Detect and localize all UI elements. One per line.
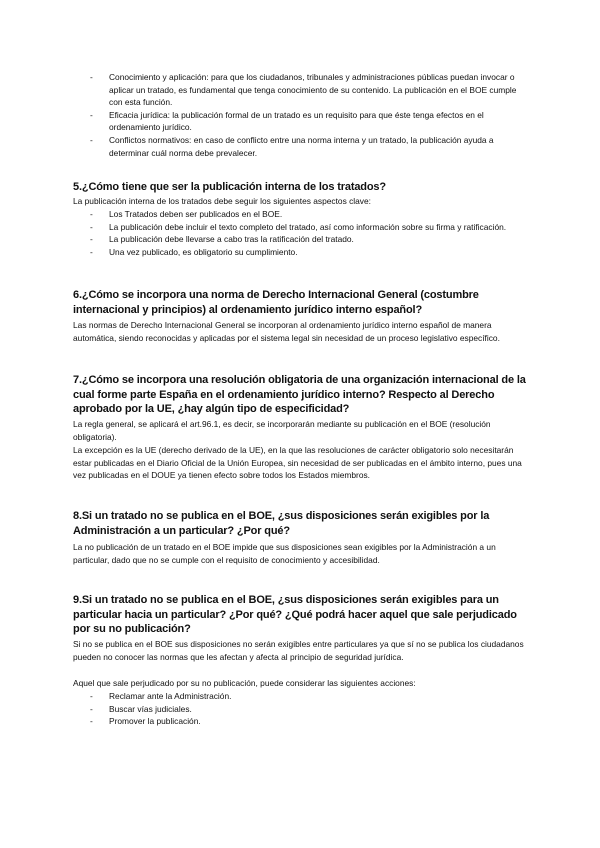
list-item: - Una vez publicado, es obligatorio su cumplimiento.	[90, 246, 298, 257]
question-9-answer-1: Si no se publica en el BOE sus disposiciones no serán exigibles entre particulares ya que sí no se publica los ciudadanos pueden no conocer las normas que les afectan y afecta al principio de seguridad jurídica.	[73, 639, 524, 662]
question-5-list	[0, 208, 600, 258]
question-9-heading: 9.Si un tratado no se publica en el BOE, ¿sus disposiciones serán exigibles para un particular hacia un particular? ¿Por qué? ¿Qué podrá hacer aquel que sale perjudicado por su no publicación?	[73, 594, 517, 636]
question-8-answer: La no publicación de un tratado en el BOE impide que sus disposiciones sean exigibles por la Administración a un particular, dado que no se cumple con el requisito de conocimiento y accesibilidad.	[73, 542, 496, 565]
list-item: - Los Tratados deben ser publicados en el BOE.	[90, 209, 283, 219]
list-item: - La publicación debe llevarse a cabo tras la ratificación del tratado.	[90, 234, 354, 245]
list-item: - Promover la publicación.	[90, 716, 201, 727]
question-5-intro: La publicación interna de los tratados debe seguir los siguientes aspectos clave:	[73, 196, 371, 206]
list-item: - Buscar vías judiciales.	[90, 703, 192, 714]
question-6-heading: 6.¿Cómo se incorpora una norma de Derecho Internacional General (costumbre internacional y principios) al ordenamiento jurídico interno español?	[73, 289, 479, 316]
question-5-heading: 5.¿Cómo tiene que ser la publicación interna de los tratados?	[73, 181, 386, 193]
list-item: - Reclamar ante la Administración.	[90, 691, 232, 701]
question-6-answer: Las normas de Derecho Internacional General se incorporan al ordenamiento jurídico interno español de manera automática, siendo reconocidas y aplicadas por el sistema legal sin necesidad de un proceso legislativo específico.	[73, 320, 500, 343]
list-item: - La publicación debe incluir el texto completo del tratado, así como información sobre su firma y ratificación.	[90, 221, 507, 232]
question-8-heading: 8.Si un tratado no se publica en el BOE, ¿sus disposiciones serán exigibles por la Administración a un particular? ¿Por qué?	[73, 510, 490, 537]
question-7-answer-1: La regla general, se aplicará el art.96.1, es decir, se incorporarán mediante su publicación en el BOE (resolución obligatoria).	[73, 419, 491, 442]
question-7-answer-2: La excepción es la UE (derecho derivado de la UE), en la que las resoluciones de carácter obligatorio solo necesitarán estar publicadas en el Diario Oficial de la Unión Europea, sin necesidad de ser publicadas en el ámbito interno, pues una vez publicadas en el DOUE ya tienen efecto sobre todos los Estados miembros.	[73, 445, 522, 481]
list-item: - Conflictos normativos: en caso de conflicto entre una norma interna y un tratado, la publicación ayuda a determinar cuál norma debe prevalecer.	[90, 134, 494, 158]
intro-list	[0, 71, 600, 159]
question-9-list	[0, 690, 600, 728]
question-7-heading: 7.¿Cómo se incorpora una resolución obligatoria de una organización internacional de la cual forme parte España en el ordenamiento jurídico interno? Respecto al Derecho aprobado por la UE, ¿hay algún tipo de especificidad?	[73, 374, 526, 416]
list-item: - Conocimiento y aplicación: para que los ciudadanos, tribunales y administraciones públicas puedan invocar o aplicar un tratado, es fundamental que tenga conocimiento de su contenido. La publicación en el BOE cumple con esta función.	[90, 72, 517, 108]
list-item: - Eficacia jurídica: la publicación formal de un tratado es un requisito para que éste tenga efectos en el ordenamiento jurídico.	[90, 109, 484, 133]
question-9-answer-2: Aquel que sale perjudicado por su no publicación, puede considerar las siguientes acciones:	[73, 678, 416, 688]
